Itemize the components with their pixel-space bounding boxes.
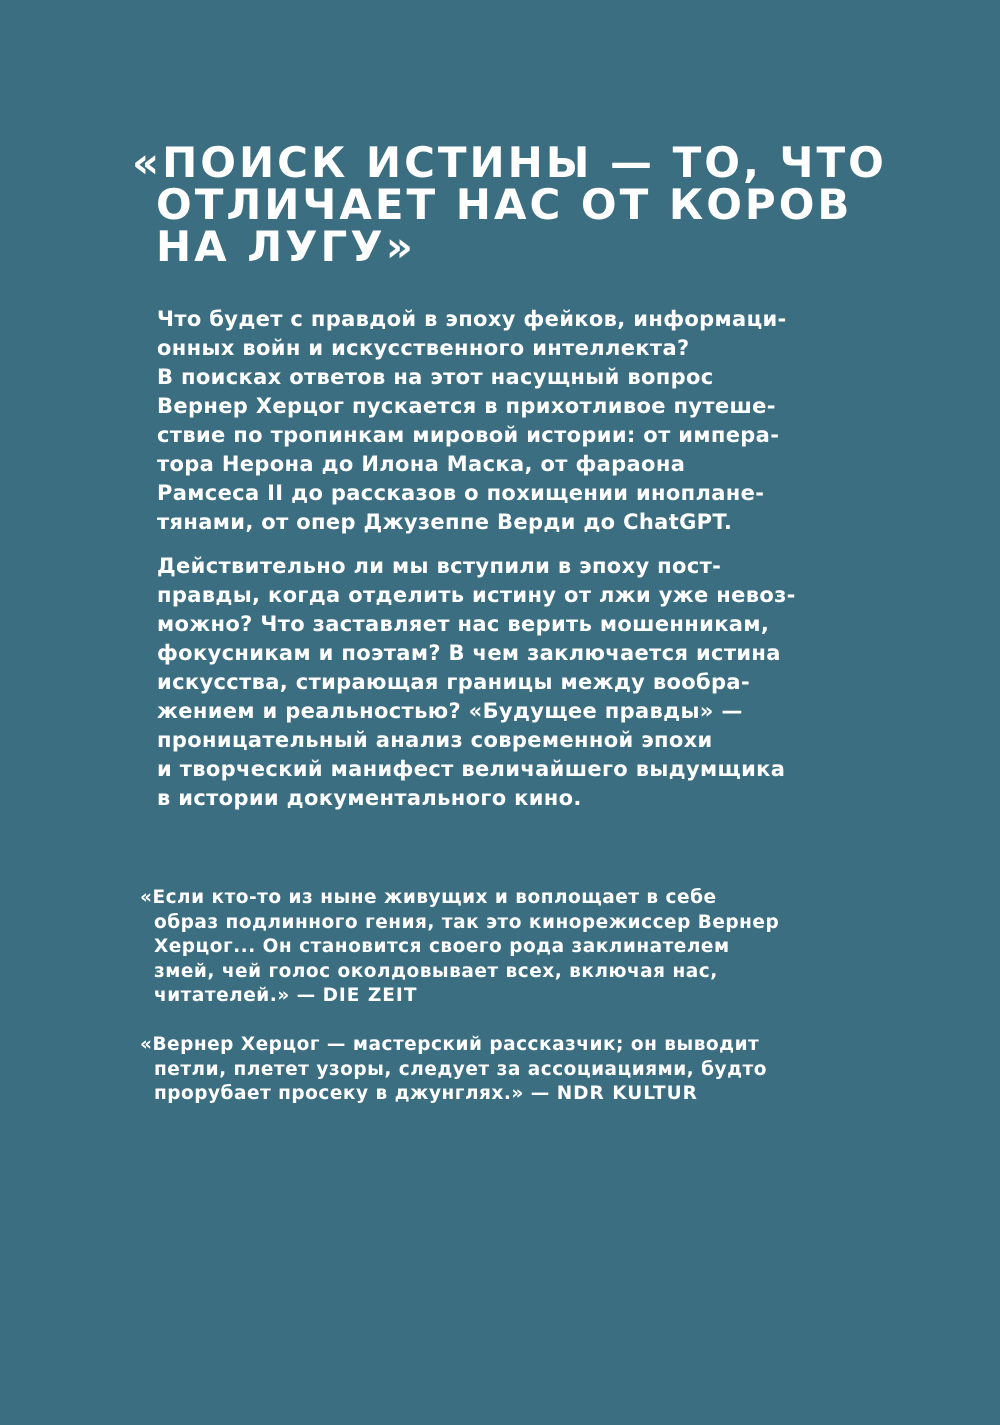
paragraph-line: искусства, стирающая границы между вообра- (157, 670, 751, 694)
paragraph-line: В поисках ответов на этот насущный вопрос (157, 365, 714, 389)
review-last-line (140, 984, 880, 1009)
paragraph-line: Действительно ли мы вступили в эпоху пост- (157, 554, 722, 578)
paragraph-line: проницательный анализ современной эпохи (157, 728, 713, 752)
paragraph-line: Что будет с правдой в эпоху фейков, информаци- (157, 307, 787, 331)
review-quote-ndr-kultur (140, 1033, 880, 1107)
paragraph-line: тора Нерона до Илона Маска, от фараона (157, 452, 686, 476)
review-line: образ подлинного гения, так это кинорежиссер Вернер (154, 911, 780, 933)
description-paragraph-2 (157, 552, 877, 813)
paragraph-line: Вернер Херцог пускается в прихотливое путеше- (157, 394, 776, 418)
review-line: змей, чей голос околдовывает всех, включая нас, (154, 960, 718, 982)
paragraph-line: можно? Что заставляет нас верить мошенникам, (157, 612, 770, 636)
paragraph-line: онных войн и искусственного интеллекта? (157, 336, 690, 360)
headline-quote (132, 138, 892, 271)
review-source: NDR KULTUR (556, 1083, 698, 1104)
headline-line: ОТЛИЧАЕТ НАС ОТ КОРОВ (156, 180, 853, 229)
review-line-text: читателей.» — (154, 985, 323, 1006)
review-line: «Если кто-то из ныне живущих и воплощает в себе (140, 887, 717, 908)
paragraph-line: тянами, от опер Джузеппе Верди до ChatGPT. (157, 510, 733, 534)
review-line: Херцог... Он становится своего рода заклинателем (154, 936, 730, 957)
paragraph-line: фокусникам и поэтам? В чем заключается истина (157, 641, 781, 665)
paragraph-line: Рамсеса II до рассказов о похищении инопланe- (157, 481, 765, 505)
paragraph-line: ствие по тропинкам мировой истории: от импера- (157, 423, 780, 447)
review-line: «Вернер Херцог — мастерский рассказчик; он выводит (140, 1034, 760, 1055)
paragraph-line: правды, когда отделить истину от лжи уже невоз- (157, 583, 796, 607)
review-source: DIE ZEIT (322, 985, 418, 1006)
headline-line: «ПОИСК ИСТИНЫ — ТО, ЧТО (132, 138, 887, 187)
paragraph-line: и творческий манифест величайшего выдумщика (157, 757, 786, 781)
paragraph-line: жением и реальностью? «Будущее правды» — (157, 699, 743, 723)
paragraph-line: в истории документального кино. (157, 786, 582, 810)
description-paragraph-1 (157, 305, 877, 537)
review-quote-die-zeit (140, 886, 880, 1009)
review-line: петли, плетет узоры, следует за ассоциациями, будто (154, 1058, 767, 1080)
review-line-text: прорубает просеку в джунглях.» — (154, 1083, 557, 1104)
review-last-line (140, 1082, 880, 1107)
headline-line: НА ЛУГУ» (156, 222, 416, 271)
